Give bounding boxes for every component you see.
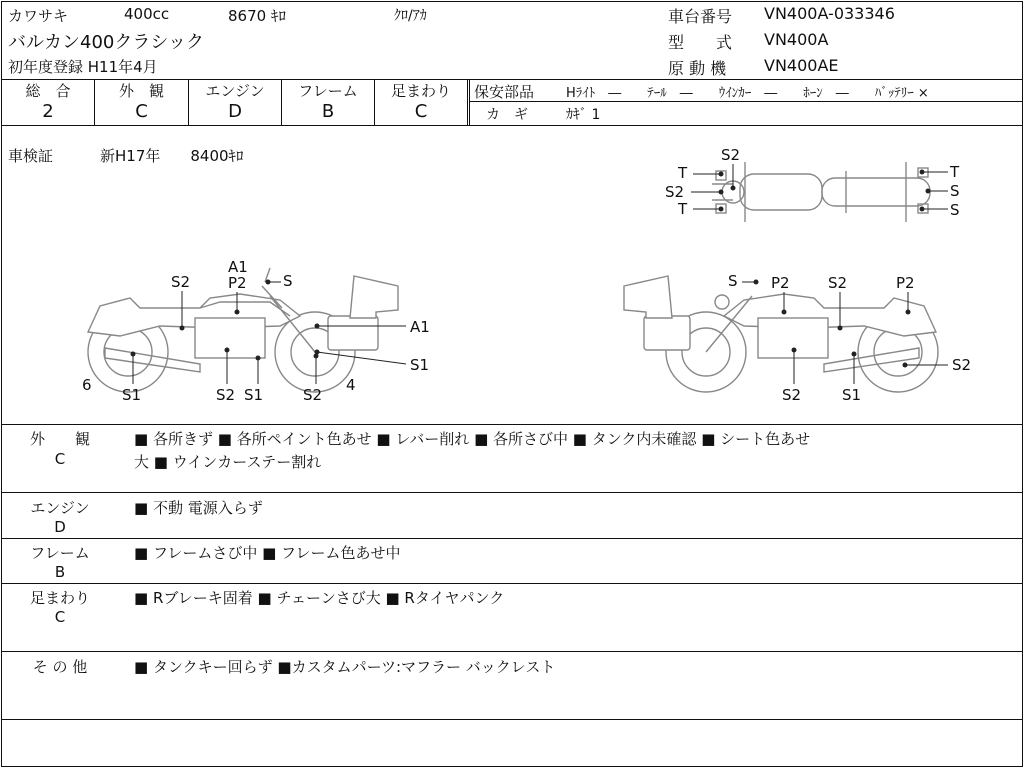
marker-right-s1-bottom: S1 <box>842 386 862 404</box>
key-value: ｶｷﾞ 1 <box>566 107 601 123</box>
inspection-label: 車検証 <box>8 147 54 165</box>
frame-no: VN400A-033346 <box>764 4 895 23</box>
first-registration: 初年度登録 H11年4月 <box>8 58 158 76</box>
marker-left-p2: P2 <box>228 274 247 292</box>
engine-label: 原 動 機 <box>668 59 727 78</box>
top-view-bike <box>712 162 930 222</box>
grade-overall: 2 <box>42 101 54 122</box>
marker-top-s2: S2 <box>721 146 741 164</box>
damage-diagram <box>0 126 1024 424</box>
marker-right-s2-bottom: S2 <box>782 386 802 404</box>
type-value: VN400A <box>764 30 829 49</box>
safety-label: 保安部品 <box>474 83 535 101</box>
note-text-exterior-cont: 大 ■ ウインカーステー割れ <box>134 453 322 471</box>
marker-left-s2-top: S2 <box>171 273 191 291</box>
grade-header-engine: エンジン <box>205 82 265 100</box>
note-label-exterior: 外 観 <box>29 430 90 448</box>
note-text-other: ■ タンクキー回らず ■カスタムパーツ:マフラー バックレスト <box>134 658 556 676</box>
note-text-frame: ■ フレームさび中 ■ フレーム色あせ中 <box>134 544 401 562</box>
marker-left-a1-top: A1 <box>228 258 248 276</box>
marker-right-p2-front: P2 <box>771 274 790 292</box>
marker-right-s2-rear: S2 <box>952 356 972 374</box>
marker-left-6: 6 <box>82 376 92 394</box>
grade-suspension: C <box>414 101 428 122</box>
model-name: バルカン400クラシック <box>8 32 204 53</box>
grade-header-suspension: 足まわり <box>390 82 451 100</box>
color: ｸﾛ/ｱｶ <box>394 8 427 24</box>
marker-top-s-right: S <box>950 182 960 200</box>
note-label-suspension: 足まわり <box>29 589 90 607</box>
marker-left-a1-right: A1 <box>410 318 430 336</box>
marker-right-s2-top: S2 <box>828 274 848 292</box>
note-text-suspension: ■ Rブレーキ固着 ■ チェーンさび大 ■ Rタイヤパンク <box>134 589 505 607</box>
note-text-engine: ■ 不動 電源入らず <box>134 499 263 517</box>
marker-top-s2-left: S2 <box>665 183 685 201</box>
top-view-markers <box>665 146 960 219</box>
marker-left-s2-bottom: S2 <box>216 386 236 404</box>
engine-value: VN400AE <box>764 56 839 75</box>
key-label: カ ギ <box>486 107 528 123</box>
grade-exterior: C <box>135 101 148 122</box>
marker-left-4: 4 <box>346 376 356 394</box>
note-label-engine: エンジン <box>30 499 90 517</box>
marker-left-s1-right: S1 <box>410 356 430 374</box>
note-label-frame: フレーム <box>30 544 90 562</box>
grade-header-frame: フレーム <box>298 82 358 100</box>
note-grade-exterior: C <box>54 450 66 468</box>
displacement: 400cc <box>124 5 170 23</box>
note-grade-engine: D <box>54 518 66 536</box>
grade-header-overall: 総 合 <box>25 82 71 100</box>
marker-left-s1-front: S1 <box>122 386 142 404</box>
maker: カワサキ <box>8 7 69 25</box>
mileage: 8670 ｷﾛ <box>228 7 286 25</box>
note-grade-suspension: C <box>54 608 66 626</box>
right-side-bike <box>624 276 938 392</box>
note-grade-frame: B <box>54 563 66 581</box>
note-label-other: そ の 他 <box>32 658 88 676</box>
marker-right-s-top: S <box>728 272 738 290</box>
marker-top-t-right: T <box>950 163 960 181</box>
marker-right-p2-rear: P2 <box>896 274 915 292</box>
marker-top-t-upper: T <box>678 164 688 182</box>
marker-left-s1-bottom: S1 <box>244 386 264 404</box>
type-label: 型 式 <box>668 33 733 52</box>
note-text-exterior: ■ 各所きず ■ 各所ペイント色あせ ■ レバー削れ ■ 各所さび中 ■ タンク内未確認 ■ シート色あせ <box>134 430 811 448</box>
inspection-value: 新H17年 8400ｷﾛ <box>100 147 244 165</box>
safety-items: Hﾗｲﾄ ― ﾃｰﾙ ― ｳｲﾝｶｰ ― ﾎｰﾝ ― ﾊﾞｯﾃﾘｰ × <box>566 86 929 101</box>
marker-left-s-top: S <box>283 272 293 290</box>
marker-top-t-lower: T <box>678 200 688 218</box>
frame-no-label: 車台番号 <box>668 7 733 26</box>
marker-left-s2-rear: S2 <box>303 386 323 404</box>
grade-frame: B <box>321 101 335 122</box>
marker-top-s-right-lower: S <box>950 201 960 219</box>
grade-header-exterior: 外 観 <box>118 82 164 100</box>
grade-engine: D <box>228 101 242 122</box>
